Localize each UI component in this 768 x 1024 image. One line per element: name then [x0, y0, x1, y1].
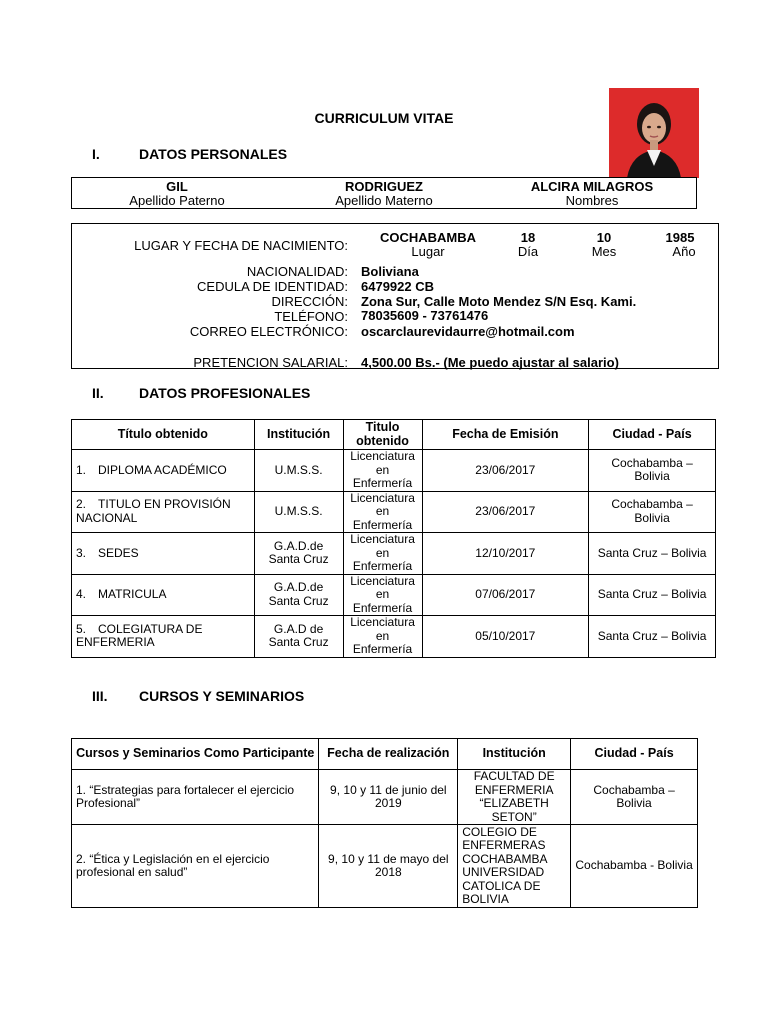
section-3-number: III.	[92, 688, 108, 704]
title-cell: 1. DIPLOMA ACADÉMICO	[72, 450, 255, 492]
table-header-row	[72, 420, 716, 450]
table-row	[72, 574, 716, 616]
table-row	[72, 491, 716, 533]
city-cell: Santa Cruz – Bolivia	[589, 616, 716, 658]
col-header-institution: Institución	[458, 739, 571, 770]
section-3-title: CURSOS Y SEMINARIOS	[139, 688, 305, 704]
courses-table	[71, 738, 698, 908]
degree-cell: Licenciatura en Enfermería	[343, 533, 422, 575]
address-label: DIRECCIÓN:	[271, 294, 348, 309]
phone-value: 78035609 - 73761476	[361, 308, 489, 323]
salary-label: PRETENCION SALARIAL:	[193, 355, 348, 370]
section-2-number: II.	[92, 385, 104, 401]
city-cell: Santa Cruz – Bolivia	[589, 574, 716, 616]
nationality-value: Boliviana	[361, 264, 419, 279]
table-row	[72, 770, 698, 825]
given-names-caption: Nombres	[565, 193, 619, 208]
profile-photo	[609, 88, 699, 178]
date-cell: 07/06/2017	[422, 574, 589, 616]
birth-place: COCHABAMBA	[379, 230, 477, 245]
maternal-surname-caption: Apellido Materno	[335, 193, 433, 208]
col-header-city: Ciudad - País	[589, 420, 716, 450]
id-card-label: CEDULA DE IDENTIDAD:	[197, 279, 348, 294]
institution-cell: G.A.D.de Santa Cruz	[254, 574, 343, 616]
degree-cell: Licenciatura en Enfermería	[343, 574, 422, 616]
course-cell: 1. “Estrategias para fortalecer el ejercicio Profesional”	[72, 770, 319, 825]
degree-cell: Licenciatura en Enfermería	[343, 616, 422, 658]
birth-year: 1985	[665, 230, 695, 245]
institution-cell: FACULTAD DE ENFERMERIA “ELIZABETH SETON”	[458, 770, 571, 825]
date-cell: 23/06/2017	[422, 450, 589, 492]
city-cell: Santa Cruz – Bolivia	[589, 533, 716, 575]
col-header-title: Título obtenido	[72, 420, 255, 450]
institution-cell: G.A.D de Santa Cruz	[254, 616, 343, 658]
birth-month-caption: Mes	[591, 244, 617, 259]
col-header-institution: Institución	[254, 420, 343, 450]
table-row	[72, 616, 716, 658]
table-row	[72, 533, 716, 575]
city-cell: Cochabamba – Bolivia	[589, 450, 716, 492]
given-names: ALCIRA MILAGROS	[530, 179, 654, 194]
title-cell: 4. MATRICULA	[72, 574, 255, 616]
title-cell: 2. TITULO EN PROVISIÓN NACIONAL	[72, 491, 255, 533]
table-header-row	[72, 739, 698, 770]
address-value: Zona Sur, Calle Moto Mendez S/N Esq. Kami.	[361, 294, 637, 309]
email-value: oscarclaurevidaurre@hotmail.com	[361, 324, 575, 339]
birth-label: LUGAR Y FECHA DE NACIMIENTO:	[134, 238, 348, 253]
nationality-label: NACIONALIDAD:	[246, 264, 348, 279]
birth-month: 10	[596, 230, 612, 245]
birth-day: 18	[520, 230, 536, 245]
city-cell: Cochabamba - Bolivia	[571, 825, 698, 908]
city-cell: Cochabamba – Bolivia	[571, 770, 698, 825]
title-cell: 3. SEDES	[72, 533, 255, 575]
section-1-number: I.	[92, 146, 100, 162]
email-label: CORREO ELECTRÓNICO:	[189, 324, 348, 339]
id-card-value: 6479922 CB	[361, 279, 434, 294]
degree-cell: Licenciatura en Enfermería	[343, 450, 422, 492]
phone-label: TELÉFONO:	[274, 309, 348, 324]
degree-cell: Licenciatura en Enfermería	[343, 491, 422, 533]
col-header-degree: Titulo obtenido	[343, 420, 422, 450]
birth-place-caption: Lugar	[411, 244, 445, 259]
personal-data-box	[71, 223, 719, 369]
institution-cell: G.A.D.de Santa Cruz	[254, 533, 343, 575]
birth-year-caption: Año	[672, 244, 696, 259]
course-cell: 2. “Ética y Legislación en el ejercicio profesional en salud”	[72, 825, 319, 908]
col-header-date: Fecha de realización	[319, 739, 458, 770]
birth-day-caption: Día	[517, 244, 539, 259]
names-box	[71, 177, 697, 209]
city-cell: Cochabamba – Bolivia	[589, 491, 716, 533]
portrait-image	[609, 88, 699, 178]
institution-cell: U.M.S.S.	[254, 491, 343, 533]
date-cell: 05/10/2017	[422, 616, 589, 658]
title-cell: 5. COLEGIATURA DE ENFERMERIA	[72, 616, 255, 658]
institution-cell: U.M.S.S.	[254, 450, 343, 492]
date-cell: 23/06/2017	[422, 491, 589, 533]
col-header-date: Fecha de Emisión	[422, 420, 589, 450]
date-cell: 12/10/2017	[422, 533, 589, 575]
professional-data-table	[71, 419, 716, 658]
paternal-surname-caption: Apellido Paterno	[129, 193, 225, 208]
section-1-title: DATOS PERSONALES	[139, 146, 288, 162]
table-row	[72, 450, 716, 492]
institution-cell: COLEGIO DE ENFERMERAS COCHABAMBA UNIVERSIDAD CATOLICA DE BOLIVIA	[458, 825, 571, 908]
paternal-surname: GIL	[166, 179, 188, 194]
salary-value: 4,500.00 Bs.- (Me puedo ajustar al salario)	[361, 355, 619, 370]
date-cell: 9, 10 y 11 de junio del 2019	[319, 770, 458, 825]
date-cell: 9, 10 y 11 de mayo del 2018	[319, 825, 458, 908]
col-header-city: Ciudad - País	[571, 739, 698, 770]
col-header-course: Cursos y Seminarios Como Participante	[72, 739, 319, 770]
document-title: CURRICULUM VITAE	[314, 110, 454, 126]
table-row	[72, 825, 698, 908]
section-2-title: DATOS PROFESIONALES	[139, 385, 311, 401]
maternal-surname: RODRIGUEZ	[345, 179, 423, 194]
